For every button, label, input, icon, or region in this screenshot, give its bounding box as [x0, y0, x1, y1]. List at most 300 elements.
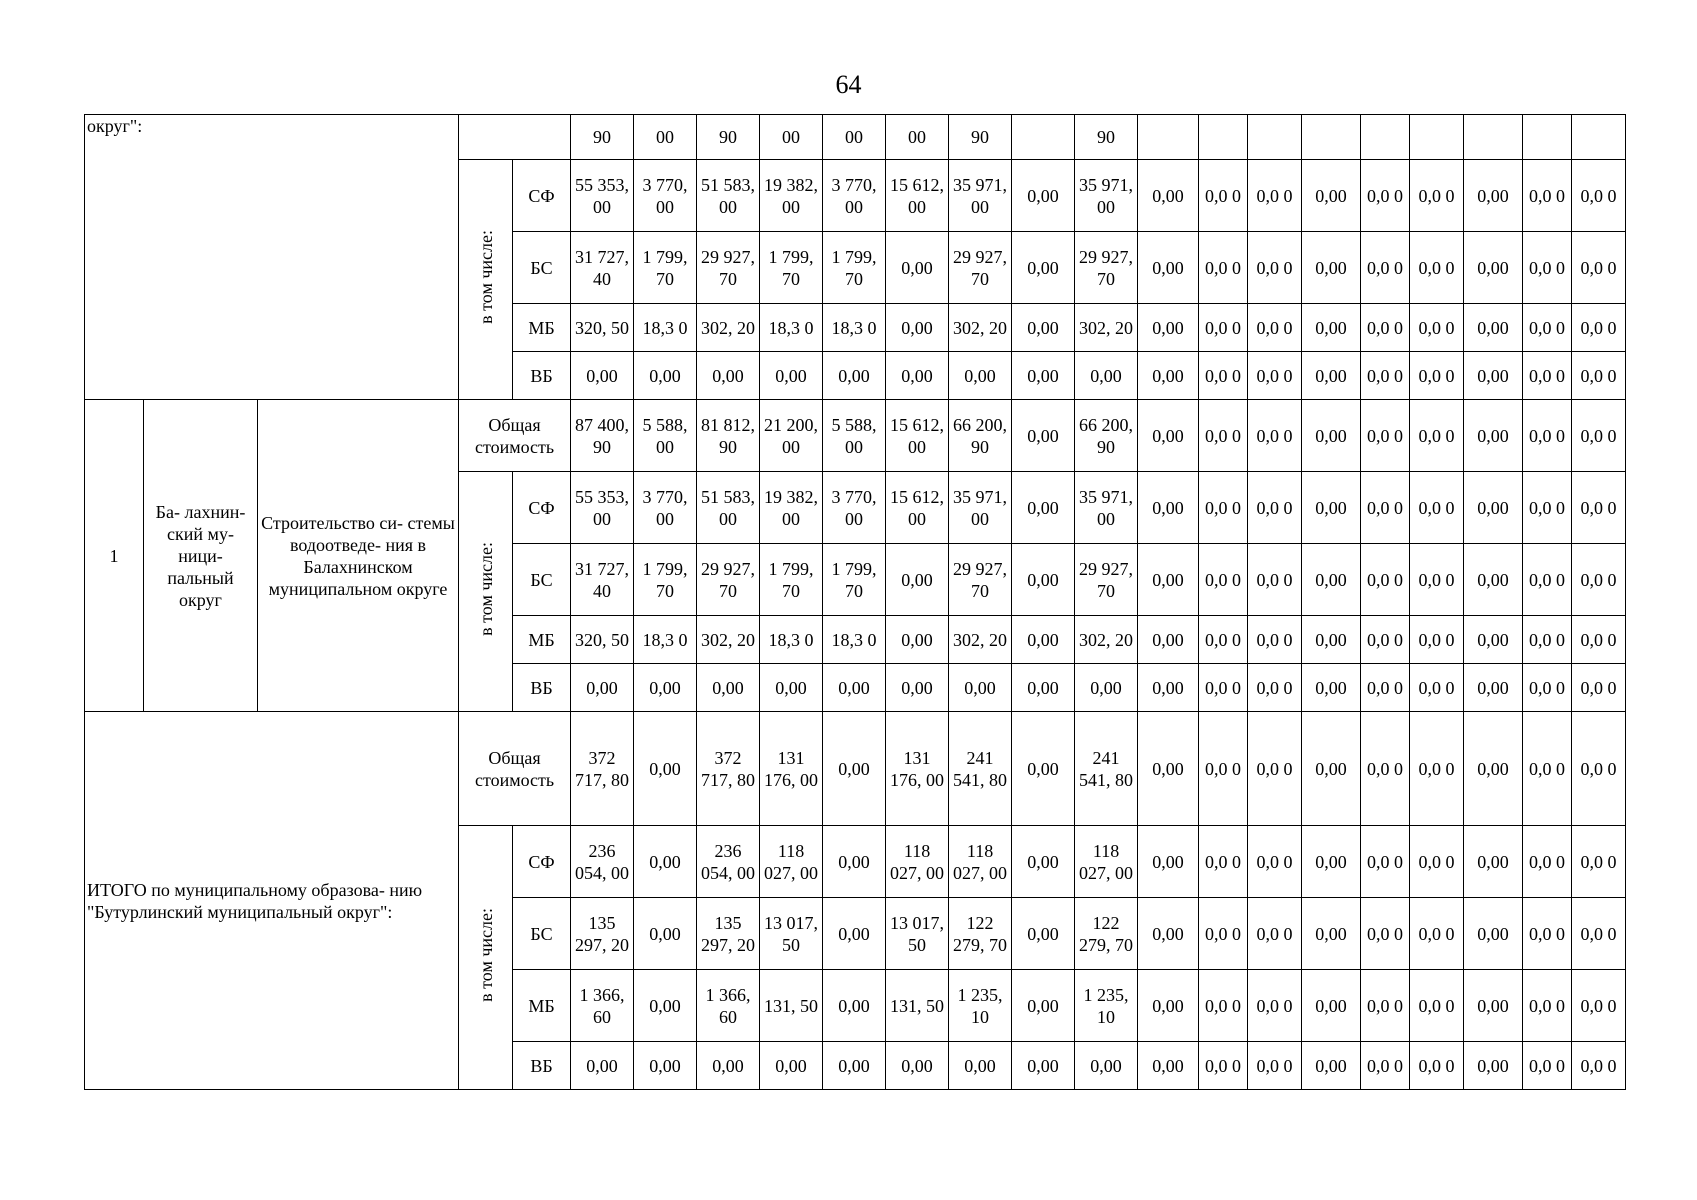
value-cell: 118 027, 00: [760, 826, 823, 898]
value-cell: 0,00: [1464, 970, 1523, 1042]
value-cell: 0,0 0: [1572, 160, 1626, 232]
table-row: [85, 400, 1626, 472]
value-cell: 0,0 0: [1199, 1042, 1248, 1090]
row-number: 1: [85, 400, 144, 712]
fund-code: СФ: [513, 472, 571, 544]
value-cell: 0,00: [634, 352, 697, 400]
incl-label: в том числе:: [475, 230, 496, 324]
value-cell: 0,0 0: [1410, 160, 1464, 232]
value-cell: 0,00: [1302, 1042, 1361, 1090]
value-cell: [1464, 115, 1523, 160]
value-cell: 51 583, 00: [697, 160, 760, 232]
value-cell: 0,0 0: [1572, 400, 1626, 472]
value-cell: 0,00: [1464, 352, 1523, 400]
table-row: [85, 115, 1626, 160]
value-cell: 118 027, 00: [949, 826, 1012, 898]
value-cell: 18,3 0: [634, 304, 697, 352]
value-cell: 0,00: [634, 664, 697, 712]
fund-code: СФ: [513, 160, 571, 232]
value-cell: 0,00: [634, 712, 697, 826]
value-cell: 0,00: [823, 352, 886, 400]
value-cell: 0,0 0: [1523, 712, 1572, 826]
value-cell: 0,00: [1302, 544, 1361, 616]
value-cell: 90: [949, 115, 1012, 160]
value-cell: 0,0 0: [1199, 400, 1248, 472]
fund-code: МБ: [513, 616, 571, 664]
value-cell: 13 017, 50: [760, 898, 823, 970]
value-cell: 0,0 0: [1248, 472, 1302, 544]
value-cell: 131, 50: [760, 970, 823, 1042]
value-cell: 87 400, 90: [571, 400, 634, 472]
value-cell: 0,00: [571, 664, 634, 712]
value-cell: 0,00: [823, 826, 886, 898]
value-cell: 0,0 0: [1248, 352, 1302, 400]
value-cell: 0,0 0: [1199, 712, 1248, 826]
value-cell: 0,0 0: [1410, 544, 1464, 616]
value-cell: 3 770, 00: [823, 160, 886, 232]
value-cell: 0,0 0: [1199, 898, 1248, 970]
fund-code: ВБ: [513, 664, 571, 712]
value-cell: 241 541, 80: [949, 712, 1012, 826]
value-cell: 81 812, 90: [697, 400, 760, 472]
value-cell: 0,00: [1302, 400, 1361, 472]
value-cell: 0,0 0: [1361, 712, 1410, 826]
value-cell: 0,00: [886, 352, 949, 400]
value-cell: 0,00: [886, 664, 949, 712]
value-cell: 0,00: [823, 664, 886, 712]
value-cell: 0,0 0: [1523, 352, 1572, 400]
value-cell: 122 279, 70: [949, 898, 1012, 970]
value-cell: 0,00: [1012, 472, 1075, 544]
value-cell: [1012, 115, 1075, 160]
value-cell: [1410, 115, 1464, 160]
value-cell: 0,00: [1138, 826, 1199, 898]
value-cell: 0,00: [634, 1042, 697, 1090]
value-cell: 29 927, 70: [1075, 544, 1138, 616]
fund-code: МБ: [513, 304, 571, 352]
value-cell: 1 235, 10: [1075, 970, 1138, 1042]
value-cell: 0,00: [1075, 1042, 1138, 1090]
value-cell: 0,0 0: [1572, 898, 1626, 970]
value-cell: 0,0 0: [1523, 304, 1572, 352]
section-title: округ":: [85, 115, 459, 400]
value-cell: 0,00: [1302, 898, 1361, 970]
value-cell: 0,0 0: [1248, 664, 1302, 712]
value-cell: 18,3 0: [760, 304, 823, 352]
value-cell: 0,00: [634, 826, 697, 898]
value-cell: 0,0 0: [1410, 400, 1464, 472]
value-cell: 0,00: [760, 1042, 823, 1090]
value-cell: 302, 20: [697, 616, 760, 664]
municipality-name: Ба- лахнин- ский му- ници- пальный округ: [144, 400, 258, 712]
value-cell: 1 799, 70: [634, 232, 697, 304]
value-cell: 0,0 0: [1523, 232, 1572, 304]
value-cell: 0,00: [1302, 304, 1361, 352]
value-cell: 135 297, 20: [697, 898, 760, 970]
value-cell: 241 541, 80: [1075, 712, 1138, 826]
value-cell: 66 200, 90: [949, 400, 1012, 472]
value-cell: 0,00: [1012, 898, 1075, 970]
value-cell: 0,0 0: [1199, 304, 1248, 352]
value-cell: 131, 50: [886, 970, 949, 1042]
value-cell: 15 612, 00: [886, 472, 949, 544]
value-cell: 0,0 0: [1410, 616, 1464, 664]
value-cell: 0,00: [1464, 712, 1523, 826]
value-cell: 0,0 0: [1572, 1042, 1626, 1090]
value-cell: 0,0 0: [1361, 304, 1410, 352]
value-cell: 0,00: [1012, 1042, 1075, 1090]
value-cell: 0,0 0: [1523, 898, 1572, 970]
value-cell: 1 799, 70: [760, 544, 823, 616]
fund-code: БС: [513, 544, 571, 616]
value-cell: 0,0 0: [1248, 712, 1302, 826]
value-cell: 0,0 0: [1523, 472, 1572, 544]
value-cell: 0,0 0: [1523, 160, 1572, 232]
value-cell: 0,00: [1464, 1042, 1523, 1090]
value-cell: 0,0 0: [1572, 544, 1626, 616]
value-cell: 0,0 0: [1248, 160, 1302, 232]
value-cell: 0,0 0: [1410, 472, 1464, 544]
value-cell: [1138, 115, 1199, 160]
value-cell: 0,00: [1138, 664, 1199, 712]
value-cell: 29 927, 70: [697, 232, 760, 304]
value-cell: 0,00: [1138, 304, 1199, 352]
value-cell: 302, 20: [1075, 616, 1138, 664]
value-cell: 320, 50: [571, 304, 634, 352]
incl-label-cell: [459, 472, 513, 712]
value-cell: 0,0 0: [1248, 970, 1302, 1042]
value-cell: 0,00: [760, 352, 823, 400]
value-cell: 0,0 0: [1410, 1042, 1464, 1090]
value-cell: 0,00: [886, 616, 949, 664]
value-cell: 0,0 0: [1199, 472, 1248, 544]
value-cell: 1 799, 70: [823, 232, 886, 304]
value-cell: 0,0 0: [1572, 826, 1626, 898]
value-cell: 0,0 0: [1523, 616, 1572, 664]
value-cell: 236 054, 00: [571, 826, 634, 898]
value-cell: 0,00: [1012, 544, 1075, 616]
value-cell: 0,00: [1464, 304, 1523, 352]
value-cell: 0,0 0: [1572, 616, 1626, 664]
budget-table: [84, 114, 1626, 1090]
total-cost-label: Общая стоимость: [459, 712, 571, 826]
value-cell: 0,00: [823, 1042, 886, 1090]
value-cell: 118 027, 00: [1075, 826, 1138, 898]
value-cell: 0,00: [1302, 160, 1361, 232]
value-cell: 0,0 0: [1523, 1042, 1572, 1090]
value-cell: 0,00: [1138, 970, 1199, 1042]
value-cell: 5 588, 00: [634, 400, 697, 472]
value-cell: 90: [571, 115, 634, 160]
value-cell: 0,00: [823, 712, 886, 826]
value-cell: 0,00: [1138, 1042, 1199, 1090]
value-cell: 19 382, 00: [760, 160, 823, 232]
value-cell: 1 366, 60: [571, 970, 634, 1042]
value-cell: 18,3 0: [760, 616, 823, 664]
value-cell: 0,00: [1012, 304, 1075, 352]
value-cell: 0,0 0: [1410, 712, 1464, 826]
value-cell: [1248, 115, 1302, 160]
value-cell: 29 927, 70: [949, 544, 1012, 616]
value-cell: 35 971, 00: [949, 472, 1012, 544]
value-cell: 3 770, 00: [823, 472, 886, 544]
value-cell: 15 612, 00: [886, 400, 949, 472]
value-cell: 31 727, 40: [571, 232, 634, 304]
value-cell: 0,00: [1302, 352, 1361, 400]
value-cell: 372 717, 80: [571, 712, 634, 826]
value-cell: 1 799, 70: [634, 544, 697, 616]
value-cell: 0,0 0: [1410, 304, 1464, 352]
value-cell: 0,00: [1464, 232, 1523, 304]
value-cell: 0,00: [1012, 232, 1075, 304]
value-cell: 1 799, 70: [760, 232, 823, 304]
value-cell: 0,00: [1138, 898, 1199, 970]
value-cell: 35 971, 00: [1075, 160, 1138, 232]
value-cell: 0,00: [1138, 400, 1199, 472]
value-cell: 0,0 0: [1248, 544, 1302, 616]
value-cell: 0,00: [1012, 664, 1075, 712]
fund-code: ВБ: [513, 1042, 571, 1090]
value-cell: 0,0 0: [1572, 664, 1626, 712]
fund-code: ВБ: [513, 352, 571, 400]
value-cell: 0,00: [823, 898, 886, 970]
value-cell: 0,0 0: [1410, 826, 1464, 898]
value-cell: 0,0 0: [1248, 304, 1302, 352]
value-cell: 0,0 0: [1199, 160, 1248, 232]
object-name: Строительство си- стемы водоотведе- ния в Балахнинском муниципальном округе: [258, 400, 459, 712]
value-cell: 29 927, 70: [949, 232, 1012, 304]
value-cell: 1 235, 10: [949, 970, 1012, 1042]
value-cell: 0,0 0: [1199, 826, 1248, 898]
value-cell: 0,0 0: [1361, 352, 1410, 400]
value-cell: [1572, 115, 1626, 160]
value-cell: 5 588, 00: [823, 400, 886, 472]
value-cell: 0,00: [949, 352, 1012, 400]
value-cell: 302, 20: [1075, 304, 1138, 352]
value-cell: 55 353, 00: [571, 160, 634, 232]
value-cell: 3 770, 00: [634, 472, 697, 544]
value-cell: 0,00: [1012, 160, 1075, 232]
value-cell: 13 017, 50: [886, 898, 949, 970]
value-cell: 0,0 0: [1248, 826, 1302, 898]
value-cell: 302, 20: [949, 616, 1012, 664]
value-cell: 372 717, 80: [697, 712, 760, 826]
value-cell: 0,00: [1138, 472, 1199, 544]
total-cost-label: Общая стоимость: [459, 400, 571, 472]
value-cell: 0,0 0: [1410, 898, 1464, 970]
value-cell: 0,0 0: [1199, 544, 1248, 616]
value-cell: [1361, 115, 1410, 160]
value-cell: 0,0 0: [1199, 970, 1248, 1042]
value-cell: 118 027, 00: [886, 826, 949, 898]
value-cell: 0,00: [1464, 826, 1523, 898]
value-cell: [1199, 115, 1248, 160]
value-cell: 0,0 0: [1361, 472, 1410, 544]
incl-label-cell: [459, 826, 513, 1090]
value-cell: 0,0 0: [1361, 898, 1410, 970]
value-cell: 0,0 0: [1199, 616, 1248, 664]
value-cell: 0,00: [823, 970, 886, 1042]
value-cell: 0,00: [1138, 160, 1199, 232]
value-cell: 0,0 0: [1410, 352, 1464, 400]
value-cell: 0,00: [1302, 826, 1361, 898]
value-cell: 0,0 0: [1361, 616, 1410, 664]
value-cell: 236 054, 00: [697, 826, 760, 898]
value-cell: 3 770, 00: [634, 160, 697, 232]
value-cell: 0,0 0: [1523, 664, 1572, 712]
value-cell: 18,3 0: [634, 616, 697, 664]
value-cell: 0,00: [949, 664, 1012, 712]
value-cell: 0,0 0: [1572, 304, 1626, 352]
value-cell: 0,00: [760, 664, 823, 712]
value-cell: 0,00: [1464, 472, 1523, 544]
value-cell: 0,00: [1464, 616, 1523, 664]
value-cell: 0,0 0: [1572, 712, 1626, 826]
value-cell: 51 583, 00: [697, 472, 760, 544]
value-cell: 0,00: [1464, 160, 1523, 232]
value-cell: 135 297, 20: [571, 898, 634, 970]
value-cell: 0,00: [1464, 664, 1523, 712]
value-cell: 0,00: [1012, 352, 1075, 400]
value-cell: 0,00: [886, 1042, 949, 1090]
value-cell: 00: [760, 115, 823, 160]
value-cell: 18,3 0: [823, 616, 886, 664]
fund-code: БС: [513, 898, 571, 970]
value-cell: 0,00: [886, 232, 949, 304]
value-cell: 0,00: [571, 1042, 634, 1090]
value-cell: 29 927, 70: [1075, 232, 1138, 304]
value-cell: 0,00: [697, 1042, 760, 1090]
value-cell: 21 200, 00: [760, 400, 823, 472]
value-cell: 320, 50: [571, 616, 634, 664]
value-cell: 0,0 0: [1410, 970, 1464, 1042]
value-cell: 0,0 0: [1410, 232, 1464, 304]
value-cell: 0,0 0: [1248, 232, 1302, 304]
value-cell: 0,00: [1302, 232, 1361, 304]
value-cell: 00: [823, 115, 886, 160]
value-cell: 0,00: [1138, 352, 1199, 400]
value-cell: 131 176, 00: [886, 712, 949, 826]
value-cell: 0,0 0: [1361, 160, 1410, 232]
value-cell: 18,3 0: [823, 304, 886, 352]
value-cell: 0,00: [1075, 352, 1138, 400]
value-cell: 0,00: [634, 970, 697, 1042]
value-cell: 0,0 0: [1248, 400, 1302, 472]
value-cell: [1523, 115, 1572, 160]
value-cell: 0,00: [1464, 400, 1523, 472]
value-cell: [1302, 115, 1361, 160]
value-cell: 0,0 0: [1572, 232, 1626, 304]
fund-code: МБ: [513, 970, 571, 1042]
value-cell: 0,00: [1012, 616, 1075, 664]
value-cell: 0,00: [1012, 970, 1075, 1042]
value-cell: 0,00: [1075, 664, 1138, 712]
incl-label: в том числе:: [475, 542, 496, 636]
value-cell: 0,0 0: [1361, 970, 1410, 1042]
value-cell: 0,0 0: [1361, 232, 1410, 304]
value-cell: 0,00: [1464, 544, 1523, 616]
incl-label-cell: [459, 160, 513, 400]
value-cell: 0,00: [1012, 826, 1075, 898]
incl-label: в том числе:: [475, 908, 496, 1002]
value-cell: 131 176, 00: [760, 712, 823, 826]
value-cell: 0,0 0: [1248, 616, 1302, 664]
section-title: ИТОГО по муниципальному образова- нию "Бутурлинский муниципальный округ":: [85, 712, 459, 1090]
page-number: 64: [835, 70, 862, 99]
value-cell: 0,0 0: [1523, 400, 1572, 472]
empty-code-cell: [459, 115, 571, 160]
value-cell: 0,00: [886, 304, 949, 352]
value-cell: 0,00: [1138, 232, 1199, 304]
fund-code: БС: [513, 232, 571, 304]
value-cell: 0,0 0: [1410, 664, 1464, 712]
value-cell: 19 382, 00: [760, 472, 823, 544]
value-cell: 0,0 0: [1248, 898, 1302, 970]
value-cell: 0,00: [634, 898, 697, 970]
value-cell: 90: [1075, 115, 1138, 160]
value-cell: 0,00: [571, 352, 634, 400]
value-cell: 0,00: [1302, 712, 1361, 826]
value-cell: 0,0 0: [1361, 1042, 1410, 1090]
value-cell: 0,00: [886, 544, 949, 616]
value-cell: 0,00: [1464, 898, 1523, 970]
value-cell: 0,0 0: [1572, 352, 1626, 400]
value-cell: 302, 20: [949, 304, 1012, 352]
value-cell: 29 927, 70: [697, 544, 760, 616]
value-cell: 55 353, 00: [571, 472, 634, 544]
value-cell: 0,00: [697, 352, 760, 400]
value-cell: 0,00: [1138, 712, 1199, 826]
value-cell: 0,00: [1302, 472, 1361, 544]
value-cell: 0,0 0: [1523, 826, 1572, 898]
value-cell: 302, 20: [697, 304, 760, 352]
value-cell: 0,00: [1302, 616, 1361, 664]
value-cell: 0,00: [1012, 400, 1075, 472]
fund-code: СФ: [513, 826, 571, 898]
value-cell: 15 612, 00: [886, 160, 949, 232]
value-cell: 0,00: [1138, 544, 1199, 616]
value-cell: 1 366, 60: [697, 970, 760, 1042]
value-cell: 0,0 0: [1199, 352, 1248, 400]
value-cell: 0,0 0: [1361, 664, 1410, 712]
value-cell: 90: [697, 115, 760, 160]
value-cell: 0,00: [1302, 970, 1361, 1042]
value-cell: 0,0 0: [1248, 1042, 1302, 1090]
value-cell: 35 971, 00: [1075, 472, 1138, 544]
value-cell: 0,0 0: [1199, 664, 1248, 712]
value-cell: 0,0 0: [1361, 826, 1410, 898]
value-cell: 66 200, 90: [1075, 400, 1138, 472]
value-cell: 0,0 0: [1572, 472, 1626, 544]
value-cell: 31 727, 40: [571, 544, 634, 616]
value-cell: 0,00: [1302, 664, 1361, 712]
value-cell: 00: [886, 115, 949, 160]
value-cell: 122 279, 70: [1075, 898, 1138, 970]
table-row: [85, 712, 1626, 826]
value-cell: 0,00: [1138, 616, 1199, 664]
value-cell: 0,00: [1012, 712, 1075, 826]
value-cell: 0,0 0: [1361, 544, 1410, 616]
value-cell: 0,0 0: [1523, 970, 1572, 1042]
value-cell: 0,0 0: [1523, 544, 1572, 616]
value-cell: 35 971, 00: [949, 160, 1012, 232]
value-cell: 0,00: [949, 1042, 1012, 1090]
value-cell: 00: [634, 115, 697, 160]
value-cell: 0,0 0: [1572, 970, 1626, 1042]
value-cell: 0,0 0: [1199, 232, 1248, 304]
value-cell: 0,0 0: [1361, 400, 1410, 472]
value-cell: 1 799, 70: [823, 544, 886, 616]
